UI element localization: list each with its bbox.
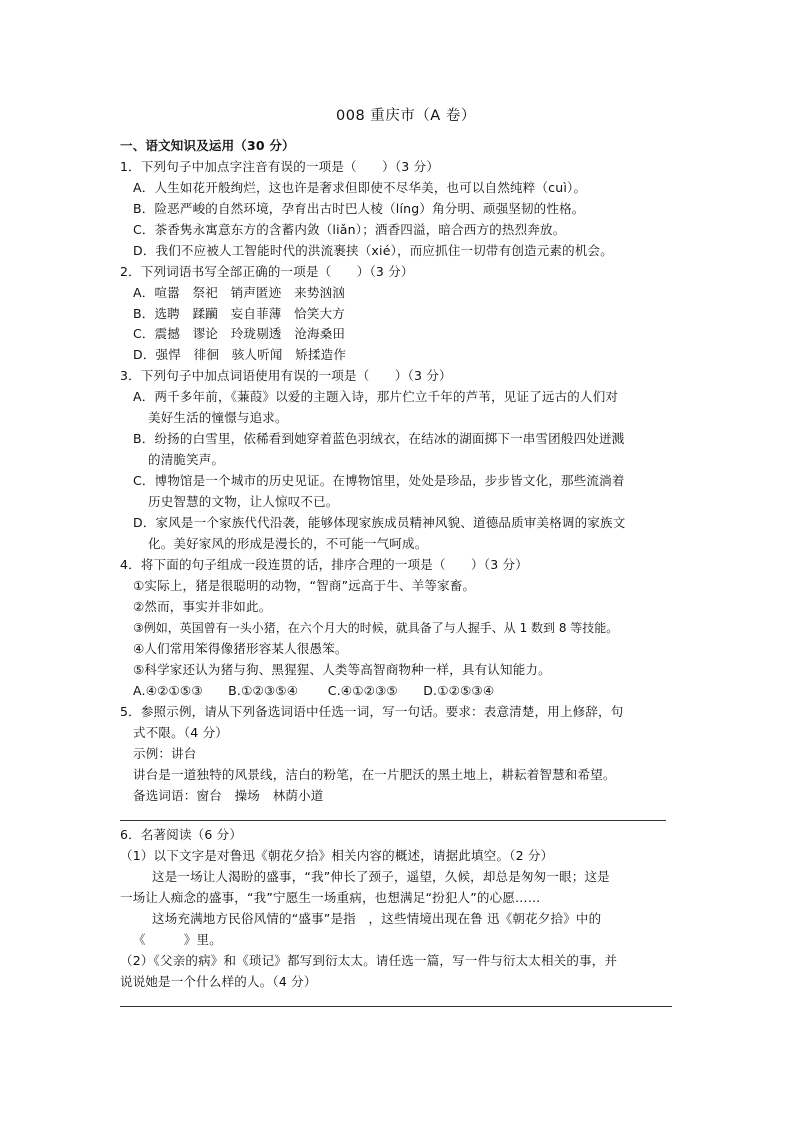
q2-option-a: A．喧嚣 祭祀 销声匿迹 来势汹汹 [133,285,345,300]
q4-sentence-4: ④人们常用笨得像猪形容某人很愚笨。 [133,641,348,656]
q6-part1-text-line3: 这场充满地方民俗风情的“盛事”是指 ，这些情境出现在鲁 迅《朝花夕拾》中的 [152,911,602,926]
q6-stem: 6．名著阅读（6 分） [120,827,243,842]
q5-candidate-words: 备选词语：窗台 操场 林荫小道 [133,788,324,803]
q1-stem: 1．下列句子中加点字注音有误的一项是（ ）（3 分） [120,159,440,174]
q1-option-b: B．险恶严峻的自然环境，孕育出古时巴人棱（líng）角分明、顽强坚韧的性格。 [133,201,585,216]
q3-option-c-line2: 历史智慧的文物，让人惊叹不已。 [148,494,339,509]
q4-sentence-2: ②然而，事实并非如此。 [133,599,272,614]
q5-example-sentence: 讲台是一道独特的风景线，洁白的粉笔，在一片肥沃的黑土地上，耕耘着智慧和希望。 [133,767,616,782]
q2-option-d: D．强悍 徘徊 骇人听闻 矫揉造作 [133,347,347,362]
q5-stem-line2: 式不限。（4 分） [133,725,228,740]
q6-part1-text-line1: 这是一场让人渴盼的盛事，“我”伸长了颈子，遥望，久候，却总是匆匆一眼；这是 [152,869,610,884]
section-heading: 一、语文知识及运用（30 分） [120,138,295,153]
q3-option-a-line1: A．两千多年前，《蒹葭》以爱的主题入诗，那片伫立千年的芦苇，见证了远古的人们对 [133,389,619,404]
q2-stem: 2．下列词语书写全部正确的一项是（ ）（3 分） [120,264,414,279]
q3-option-c-line1: C．博物馆是一个城市的历史见证。在博物馆里，处处是珍品，步步皆文化，那些流淌着 [133,473,625,488]
q6-part1-text-line4: 《 》里。 [133,932,222,947]
q6-answer-line[interactable] [120,1006,672,1007]
q3-option-a-line2: 美好生活的憧憬与追求。 [148,410,288,425]
q3-stem: 3．下列句子中加点词语使用有误的一项是（ ）（3 分） [120,368,452,383]
q3-option-d-line1: D．家风是一个家族代代沿袭，能够体现家族成员精神风貌、道德品质审美格调的家族文 [133,515,626,530]
q1-option-d: D．我们不应被人工智能时代的洪流裹挟（xié），而应抓住一切带有创造元素的机会。 [133,243,613,258]
q1-option-a: A．人生如花开般绚烂，这也许是奢求但即使不尽华美，也可以自然纯粹（cuì）。 [133,180,587,195]
q4-options: A.④②①⑤③ B.①②③⑤④ C.④①②③⑤ D.①②⑤③④ [133,683,495,698]
q4-sentence-1: ①实际上，猪是很聪明的动物，“智商”远高于牛、羊等家畜。 [133,578,476,593]
q5-stem-line1: 5．参照示例，请从下列备选词语中任选一词，写一句话。要求：表意清楚，用上修辞，句 [120,704,624,719]
q6-part1-prompt: （1）以下文字是对鲁迅《朝花夕拾》相关内容的概述，请据此填空。（2 分） [120,848,554,863]
page-title: 008 重庆市（A 卷） [336,108,476,124]
q1-option-c: C．茶香隽永寓意东方的含蓄内敛（liǎn）；酒香四溢，暗合西方的热烈奔放。 [133,222,566,237]
q4-sentence-5: ⑤科学家还认为猪与狗、黑猩猩、人类等高智商物种一样，具有认知能力。 [133,662,551,677]
q2-option-b: B．选聘 蹂躏 妄自菲薄 恰笑大方 [133,306,345,321]
q6-part2-prompt-line2: 说说她是一个什么样的人。（4 分） [120,974,317,989]
q3-option-b-line1: B．纷扬的白雪里，依稀看到她穿着蓝色羽绒衣，在结冰的湖面掷下一串雪团般四处迸溅 [133,431,625,446]
q2-option-c: C．震撼 谬论 玲珑剔透 沧海桑田 [133,326,346,341]
q5-answer-line[interactable] [120,820,666,821]
q4-stem: 4．将下面的句子组成一段连贯的话，排序合理的一项是（ ）（3 分） [120,557,528,572]
q4-sentence-3: ③例如，英国曾有一头小猪，在六个月大的时候，就具备了与人握手、从 1 数到 8 等技能。 [133,621,619,635]
q5-example-label: 示例：讲台 [133,746,197,761]
q3-option-b-line2: 的清脆笑声。 [148,452,225,467]
q6-part1-text-line2: 一场让人痴念的盛事，“我”宁愿生一场重病，也想满足“扮犯人”的心愿…… [120,890,541,905]
q6-part2-prompt-line1: （2）《父亲的病》和《琐记》都写到衍太太。请任选一篇，写一件与衍太太相关的事，并 [120,953,618,968]
q3-option-d-line2: 化。美好家风的形成是漫长的，不可能一气呵成。 [148,536,428,551]
